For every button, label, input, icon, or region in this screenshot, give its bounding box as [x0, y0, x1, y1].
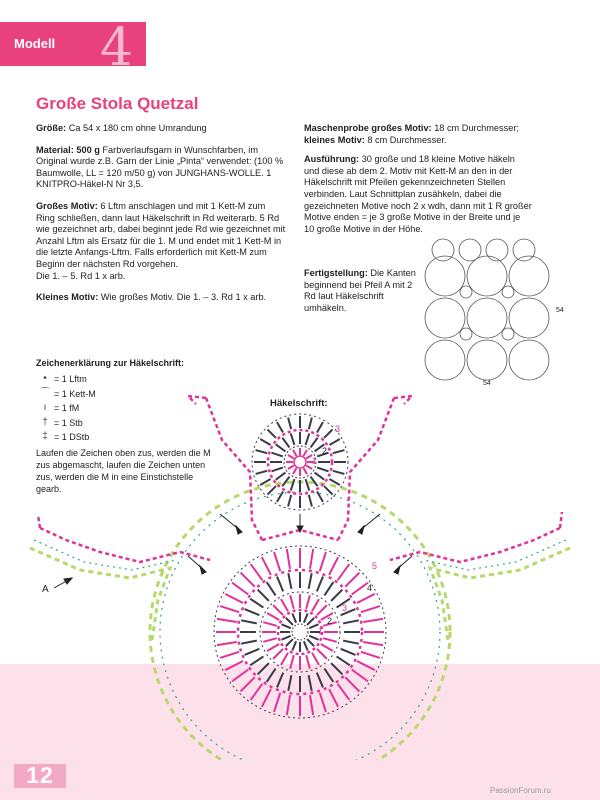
stitch-mark	[324, 429, 332, 437]
stitch-mark	[343, 641, 359, 644]
stitch-mark	[310, 695, 313, 715]
page-title: Große Stola Quetzal	[36, 94, 199, 113]
stitch-mark	[251, 564, 263, 580]
stitch-mark	[277, 673, 283, 688]
assembly-scheme	[424, 236, 554, 381]
stitch-mark	[232, 583, 248, 595]
stitch-mark	[306, 433, 310, 444]
stitch-mark	[288, 466, 294, 470]
stitch-mark	[292, 641, 296, 650]
stitch-mark	[290, 595, 294, 609]
stitch-mark	[292, 614, 296, 623]
stitch-mark	[281, 599, 288, 611]
small-round-1: 1	[312, 456, 318, 466]
page-number: 12	[26, 762, 54, 788]
stitch-mark	[329, 439, 339, 445]
stitch-mark	[363, 642, 383, 645]
stitch-mark	[245, 649, 260, 655]
stitch-mark	[293, 450, 297, 456]
stitch-mark	[304, 450, 308, 456]
stitch-mark	[306, 595, 310, 609]
assembly-paragraph: Ausführung: 30 große und 18 kleine Motive häkeln und diese ab dem 2. Motiv mit Kett-M an den in der Häkelschrift mit Pfeilen gekennzeichneten Stellen verbinden. Laut Schnittplan zusähkeln, dabei die gezeichneten Motive noch 2 x wdh, dann mit 1 R großer Motive enden = je 3 große Motive in der Breite und je 10 große Motive in der Höhe.	[304, 154, 532, 234]
small-round-3: 3	[335, 424, 341, 434]
large-round-3: 3	[342, 603, 348, 613]
stitch-mark	[337, 656, 350, 665]
stitch-mark	[277, 422, 283, 432]
stitch-mark	[245, 609, 260, 615]
model-label: Modell	[14, 36, 56, 51]
stitch-mark	[338, 684, 350, 700]
stitch-mark	[312, 599, 319, 611]
model-number: 4	[100, 18, 134, 78]
stitch-mark	[288, 495, 291, 507]
stitch-mark	[352, 583, 368, 595]
stitch-mark	[331, 590, 342, 601]
small-round-2: 2	[322, 446, 328, 456]
stitch-mark	[341, 649, 356, 655]
stitch-mark	[317, 605, 327, 615]
stitch-mark	[281, 653, 288, 665]
stitch-mark	[329, 557, 338, 575]
small-motif-paragraph: Kleines Motiv: Wie großes Motiv. Die 1. – 3. Rd 1 x arb.	[36, 292, 267, 303]
legend-title: Zeichenerklärung zur Häkelschrift:	[36, 358, 185, 368]
stitch-mark	[361, 652, 380, 658]
legend-item: ⌒ = 1 Kett-M	[40, 387, 96, 399]
stitch-mark	[317, 468, 328, 472]
stitch-mark	[225, 594, 243, 603]
stitch-mark	[317, 649, 327, 659]
stitch-mark	[286, 639, 293, 646]
stitch-mark	[317, 422, 323, 432]
stitch-mark	[274, 693, 280, 712]
stitch-mark	[258, 590, 269, 601]
finishing-paragraph: Fertigstellung: Die Kanten beginnend bei Pfeil A mit 2 Rd laut Häkelschrift umhäkeln.	[304, 268, 416, 313]
stitch-mark	[345, 573, 359, 587]
stitch-mark	[267, 613, 279, 620]
stitch-mark	[288, 675, 291, 691]
stitch-mark	[267, 486, 275, 494]
stitch-mark	[250, 656, 263, 665]
stitch-mark	[258, 663, 269, 674]
legend-item: ı = 1 fM	[43, 402, 80, 414]
stitch-mark	[311, 438, 318, 448]
stitch-mark	[312, 653, 319, 665]
stitch-mark	[273, 649, 283, 659]
stitch-mark	[241, 641, 257, 644]
stitch-mark	[263, 622, 277, 626]
legend-item: ‡ = 1 DStb	[42, 431, 90, 443]
stitch-mark	[232, 670, 248, 682]
stitch-mark	[276, 444, 286, 451]
watermark: PassionForum.ru	[490, 786, 551, 795]
stitch-mark	[290, 655, 294, 669]
stitch-mark	[276, 473, 286, 480]
stitch-mark	[288, 455, 294, 459]
left-column	[36, 123, 286, 314]
stitch-mark	[251, 684, 263, 700]
stitch-mark	[217, 619, 237, 622]
stitch-mark	[307, 618, 314, 625]
stitch-mark	[324, 582, 333, 595]
legend	[36, 357, 211, 495]
stitch-mark	[220, 606, 239, 612]
stitch-mark	[256, 471, 268, 474]
stitch-mark	[309, 636, 318, 640]
large-round-5: 5	[372, 561, 378, 571]
stitch-mark	[306, 655, 310, 669]
stitch-mark	[317, 577, 323, 592]
stitch-mark	[345, 677, 359, 691]
stitch-mark	[309, 418, 312, 430]
stitch-mark	[363, 619, 383, 622]
stitch-mark	[217, 642, 237, 645]
arrow-a-label: A	[42, 584, 49, 595]
stitch-mark	[333, 450, 345, 453]
legend-item: † = 1 Stb	[42, 416, 83, 428]
stitch-mark	[225, 661, 243, 670]
join-arrows	[54, 514, 412, 588]
stitch-mark	[287, 549, 290, 569]
stitch-mark	[241, 573, 255, 587]
stitch-mark	[320, 693, 326, 712]
stitch-mark	[321, 644, 333, 651]
stitch-mark	[331, 663, 342, 674]
stitch-mark	[315, 473, 325, 480]
large-round-2: 2	[327, 616, 333, 626]
stitch-mark	[304, 614, 308, 623]
stitch-mark	[288, 573, 291, 589]
stitch-mark	[304, 641, 308, 650]
stitch-mark	[267, 429, 275, 437]
stitch-mark	[324, 669, 333, 682]
stitch-mark	[291, 433, 295, 444]
stitch-mark	[273, 605, 283, 615]
scheme-height-label: 54	[556, 307, 564, 314]
stitch-mark	[277, 491, 283, 501]
stitch-mark	[293, 468, 297, 474]
stitch-mark	[260, 439, 270, 445]
stitch-mark	[271, 453, 282, 457]
legend-note: Laufen die Zeichen oben zus, werden die M zus abgemascht, laufen die Zeichen unten zus, werden die M in eine Einstichstelle gearb.	[36, 447, 211, 494]
stitch-mark	[288, 418, 291, 430]
stitch-mark	[267, 582, 276, 595]
stitch-mark	[262, 557, 271, 575]
stitch-mark	[309, 495, 312, 507]
material-paragraph: Material: 500 g Farbverlaufsgarn in Wunschfarben, im Original wurde z.B. Garn der Linie „Pinta“ verwendet: (100 % Baumwolle, LL = 120 m/50 g) von JUNGHANS-WOLLE. 1 KNITPRO-Häkel-N Nr 3,5.	[36, 144, 284, 190]
stitch-mark	[343, 620, 359, 623]
stitch-mark	[357, 594, 375, 603]
large-round-4: 4	[367, 583, 373, 593]
stitch-mark	[250, 599, 263, 608]
stitch-mark	[357, 661, 375, 670]
stitch-mark	[282, 624, 291, 628]
stitch-mark	[256, 450, 268, 453]
stitch-mark	[220, 652, 239, 658]
stitch-mark	[320, 552, 326, 571]
stitch-mark	[241, 620, 257, 623]
stitch-mark	[282, 636, 291, 640]
size-paragraph: Größe: Ca 54 x 180 cm ohne Umrandung	[36, 123, 207, 133]
gauge-paragraph: Maschenprobe großes Motiv: 18 cm Durchmesser; kleines Motiv: 8 cm Durchmesser.	[304, 123, 519, 145]
stitch-mark	[267, 669, 276, 682]
stitch-mark	[271, 468, 282, 472]
stitch-mark	[317, 673, 323, 688]
stitch-mark	[333, 471, 345, 474]
stitch-mark	[310, 549, 313, 569]
stitch-mark	[323, 638, 337, 642]
large-motif-paragraph: Großes Motiv: 6 Lftm anschlagen und mit 1 Kett-M zum Ring schließen, dann laut Häkelschrift in Rd weiterarb. 5 Rd wie gezeichnet arb, dabei beginnt jede Rd wie gezeichnet mit Anzahl Lftm als Ersatz für die 1. M und endet mit 1 Kett-M in die letzte Anfangs-Lftm. Falls erforderlich mit Kett-M zum Beginn der nächsten Rd vorgehen. Die 1. – 5. Rd 1 x arb.	[36, 200, 286, 281]
stitch-mark	[361, 606, 380, 612]
stitch-mark	[263, 638, 277, 642]
stitch-mark	[287, 695, 290, 715]
stitch-mark	[329, 689, 338, 707]
stitch-mark	[338, 564, 350, 580]
stitch-mark	[277, 577, 283, 592]
legend-item: • = 1 Lftm	[43, 373, 87, 385]
scheme-width-label: 54	[483, 380, 491, 387]
large-motif	[214, 546, 386, 718]
stitch-mark	[307, 639, 314, 646]
stitch-mark	[274, 552, 280, 571]
stitch-mark	[262, 689, 271, 707]
chart-label: Häkelschrift:	[270, 398, 328, 409]
stitch-mark	[282, 438, 289, 448]
stitch-mark	[324, 486, 332, 494]
stitch-mark	[241, 677, 255, 691]
stitch-mark	[304, 468, 308, 474]
right-column	[304, 123, 566, 245]
stitch-mark	[286, 618, 293, 625]
stitch-mark	[352, 670, 368, 682]
large-round-1: 1	[318, 626, 324, 636]
stitch-mark	[267, 644, 279, 651]
stitch-mark	[309, 675, 312, 691]
stitch-mark	[309, 573, 312, 589]
stitch-mark	[306, 466, 312, 470]
